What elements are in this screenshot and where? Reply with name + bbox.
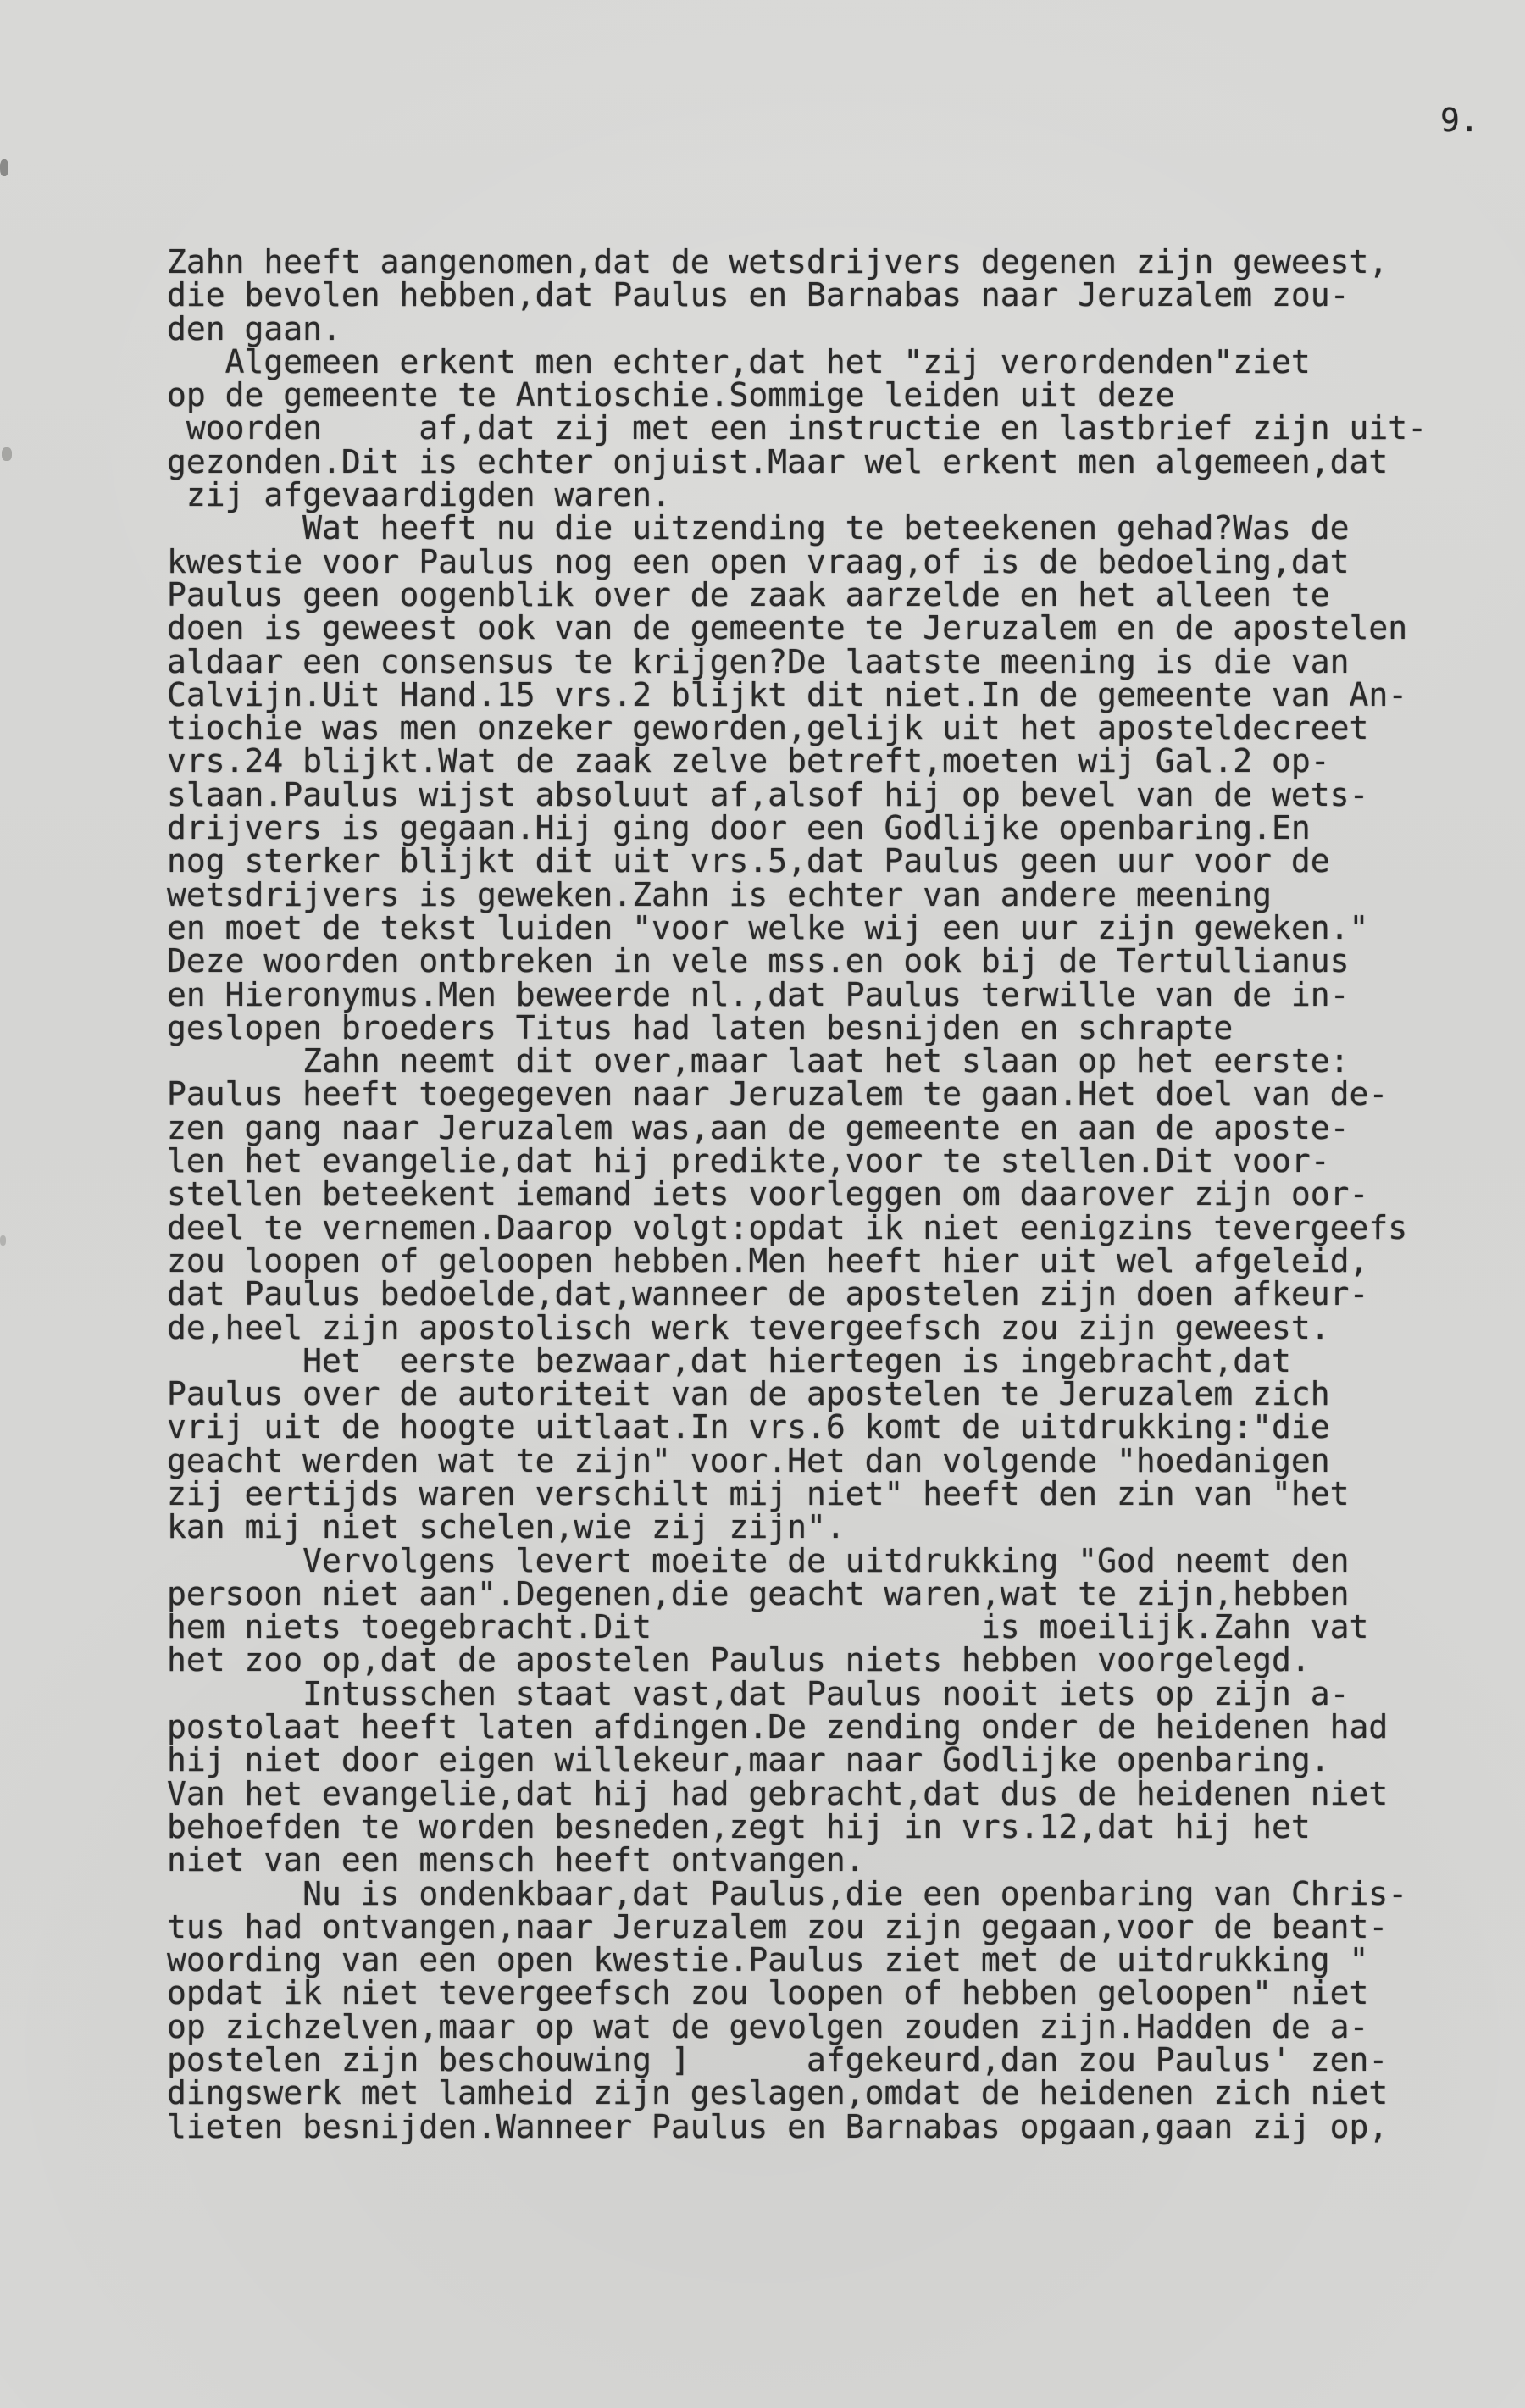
typewritten-text-block	[167, 243, 1428, 2145]
text-line: vrs.24 blijkt.Wat de zaak zelve betreft,moeten wij Gal.2 op-	[167, 742, 1330, 780]
text-line: hij niet door eigen willekeur,maar naar Godlijke openbaring.	[167, 1741, 1330, 1779]
text-line: op zichzelven,maar op wat de gevolgen zouden zijn.Hadden de a-	[167, 2007, 1369, 2045]
text-line: woording van een open kwestie.Paulus ziet met de uitdrukking "	[167, 1941, 1369, 1979]
text-line: persoon niet aan".Degenen,die geacht waren,wat te zijn,hebben	[167, 1574, 1350, 1612]
text-line: de,heel zijn apostolisch werk tevergeefsch zou zijn geweest.	[167, 1308, 1330, 1346]
text-line: Zahn heeft aangenomen,dat de wetsdrijvers degenen zijn geweest,	[167, 243, 1389, 280]
text-line: Van het evangelie,dat hij had gebracht,dat dus de heidenen niet	[167, 1774, 1389, 1812]
text-line: zen gang naar Jeruzalem was,aan de gemeente en aan de aposte-	[167, 1108, 1350, 1146]
text-line: zij eertijds waren verschilt mij niet" heeft den zin van "het	[167, 1474, 1350, 1512]
scan-artifact	[0, 159, 8, 176]
text-line: het zoo op,dat de apostelen Paulus niets hebben voorgelegd.	[167, 1641, 1311, 1679]
text-line: hem niets toegebracht.Dit is moeilijk.Zahn vat	[167, 1608, 1369, 1646]
text-line: aldaar een consensus te krijgen?De laatste meening is die van	[167, 642, 1350, 680]
text-line: Deze woorden ontbreken in vele mss.en ook bij de Tertullianus	[167, 942, 1350, 980]
text-line: geslopen broeders Titus had laten besnijden en schrapte	[167, 1008, 1234, 1046]
text-line: Paulus heeft toegegeven naar Jeruzalem te gaan.Het doel van de-	[167, 1075, 1389, 1113]
text-line: kwestie voor Paulus nog een open vraag,of is de bedoeling,dat	[167, 542, 1350, 580]
text-line: opdat ik niet tevergeefsch zou loopen of hebben geloopen" niet	[167, 1974, 1369, 2012]
text-line: lieten besnijden.Wanneer Paulus en Barnabas opgaan,gaan zij op,	[167, 2107, 1389, 2145]
text-line: postelen zijn beschouwing ] afgekeurd,dan zou Paulus' zen-	[167, 2041, 1389, 2079]
text-line: Paulus over de autoriteit van de apostelen te Jeruzalem zich	[167, 1375, 1330, 1413]
text-line: deel te vernemen.Daarop volgt:opdat ik niet eenigzins tevergeefs	[167, 1208, 1408, 1246]
text-line: dingswerk met lamheid zijn geslagen,omdat de heidenen zich niet	[167, 2074, 1389, 2112]
text-line: behoefden te worden besneden,zegt hij in vrs.12,dat hij het	[167, 1807, 1311, 1845]
text-line: vrij uit de hoogte uitlaat.In vrs.6 komt de uitdrukking:"die	[167, 1408, 1330, 1446]
text-line: gezonden.Dit is echter onjuist.Maar wel erkent men algemeen,dat	[167, 442, 1389, 480]
page-number: 9.	[1440, 102, 1479, 139]
text-line: postolaat heeft laten afdingen.De zending onder de heidenen had	[167, 1708, 1389, 1746]
text-line: zou loopen of geloopen hebben.Men heeft hier uit wel afgeleid,	[167, 1241, 1369, 1279]
text-line: die bevolen hebben,dat Paulus en Barnabas naar Jeruzalem zou-	[167, 276, 1350, 314]
text-line: Zahn neemt dit over,maar laat het slaan op het eerste:	[167, 1042, 1350, 1080]
text-line: woorden af,dat zij met een instructie en lastbrief zijn uit-	[167, 409, 1428, 447]
text-line: drijvers is gegaan.Hij ging door een Godlijke openbaring.En	[167, 809, 1311, 847]
scan-artifact	[2, 447, 12, 461]
text-line: stellen beteekent iemand iets voorleggen om daarover zijn oor-	[167, 1175, 1369, 1213]
text-line: zij afgevaardigden waren.	[167, 476, 671, 514]
text-line: len het evangelie,dat hij predikte,voor te stellen.Dit voor-	[167, 1142, 1330, 1180]
text-line: dat Paulus bedoelde,dat,wanneer de apostelen zijn doen afkeur-	[167, 1275, 1369, 1313]
text-line: op de gemeente te Antioschie.Sommige leiden uit deze	[167, 376, 1175, 414]
text-line: en moet de tekst luiden "voor welke wij een uur zijn geweken."	[167, 908, 1369, 946]
text-line: kan mij niet schelen,wie zij zijn".	[167, 1508, 846, 1546]
text-line: doen is geweest ook van de gemeente te Jeruzalem en de apostelen	[167, 609, 1408, 647]
text-line: Nu is ondenkbaar,dat Paulus,die een openbaring van Chris-	[167, 1874, 1408, 1912]
text-line: Het eerste bezwaar,dat hiertegen is ingebracht,dat	[167, 1341, 1291, 1379]
text-line: Algemeen erkent men echter,dat het "zij verordenden"ziet	[167, 342, 1311, 380]
scan-artifact	[0, 1235, 6, 1246]
text-line: Calvijn.Uit Hand.15 vrs.2 blijkt dit niet.In de gemeente van An-	[167, 675, 1408, 713]
text-line: wetsdrijvers is geweken.Zahn is echter van andere meening	[167, 875, 1273, 913]
text-line: geacht werden wat te zijn" voor.Het dan volgende "hoedanigen	[167, 1441, 1330, 1479]
text-line: Paulus geen oogenblik over de zaak aarzelde en het alleen te	[167, 575, 1330, 613]
text-line: en Hieronymus.Men beweerde nl.,dat Paulus terwille van de in-	[167, 975, 1350, 1013]
text-line: niet van een mensch heeft ontvangen.	[167, 1841, 865, 1879]
text-line: Wat heeft nu die uitzending te beteekenen gehad?Was de	[167, 509, 1350, 547]
text-line: slaan.Paulus wijst absoluut af,alsof hij op bevel van de wets-	[167, 775, 1369, 813]
text-line: tus had ontvangen,naar Jeruzalem zou zijn gegaan,voor de beant-	[167, 1907, 1389, 1945]
text-line: Vervolgens levert moeite de uitdrukking "God neemt den	[167, 1541, 1350, 1579]
text-line: Intusschen staat vast,dat Paulus nooit iets op zijn a-	[167, 1674, 1350, 1712]
text-line: nog sterker blijkt dit uit vrs.5,dat Paulus geen uur voor de	[167, 842, 1330, 880]
text-line: tiochie was men onzeker geworden,gelijk uit het aposteldecreet	[167, 709, 1369, 747]
text-line: den gaan.	[167, 309, 341, 347]
